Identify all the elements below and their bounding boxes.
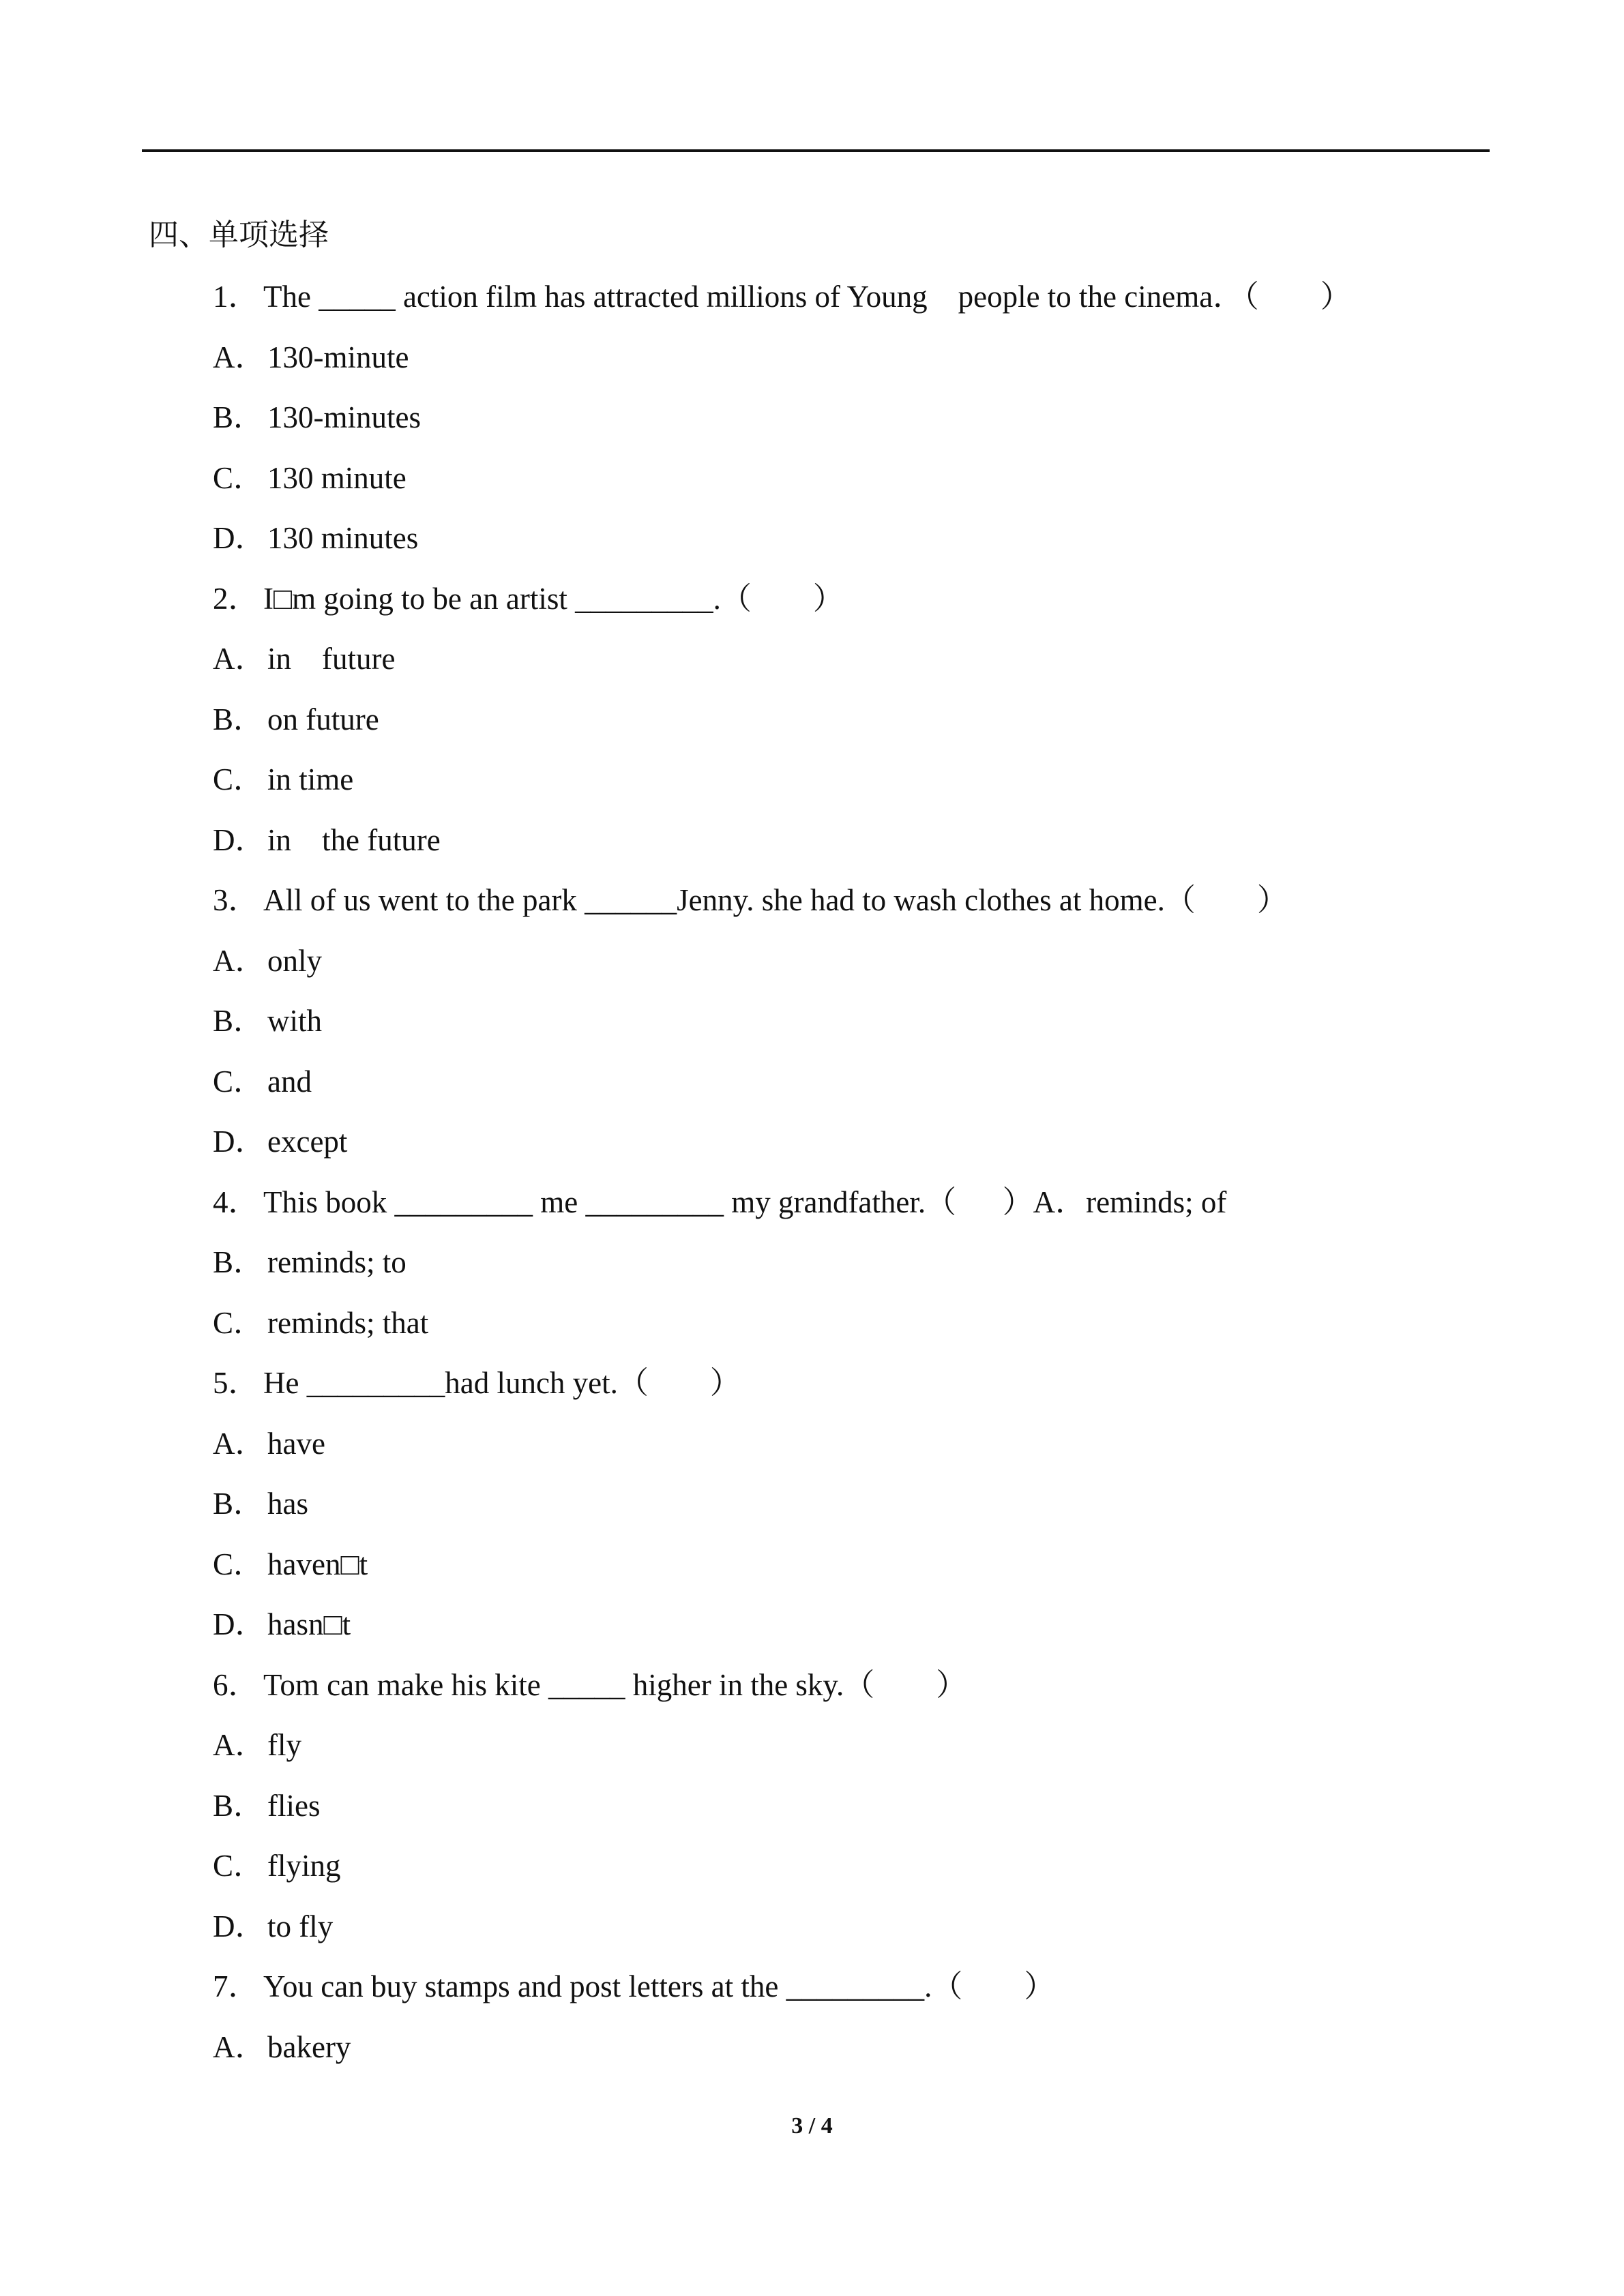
option-text: 130-minute <box>267 340 409 374</box>
option-line <box>213 1903 1481 1963</box>
question-number: 7． <box>213 1969 259 2003</box>
question-text: He _________had lunch yet.（ ） <box>263 1366 741 1400</box>
option-line <box>213 1238 1481 1299</box>
option-text: except <box>267 1124 348 1159</box>
option-line <box>213 1600 1481 1661</box>
option-letter: D． <box>213 1124 266 1159</box>
option-letter: B． <box>213 702 265 736</box>
question-line <box>213 1963 1481 2023</box>
question-text: All of us went to the park ______Jenny. she had to wash clothes at home.（ ） <box>263 883 1288 917</box>
option-letter: B． <box>213 1487 265 1521</box>
option-text: 130-minutes <box>267 400 421 434</box>
question-number: 3． <box>213 883 259 917</box>
option-text: in future <box>267 642 396 676</box>
question-text: This book _________ me _________ my grandfather.（ ）A．reminds; of <box>263 1184 1227 1219</box>
option-line <box>213 1721 1481 1782</box>
option-text: reminds; to <box>267 1245 407 1279</box>
option-line <box>213 1540 1481 1601</box>
option-letter: C． <box>213 1305 265 1340</box>
question-number: 4． <box>213 1184 259 1219</box>
option-text: hasn□t <box>267 1607 351 1641</box>
option-text: on future <box>267 702 379 736</box>
question-line <box>213 575 1481 636</box>
question-text: I□m going to be an artist _________.（ ） <box>263 581 844 616</box>
option-letter: C． <box>213 1547 265 1581</box>
option-text: has <box>267 1487 308 1521</box>
option-line <box>213 635 1481 696</box>
question-number: 5． <box>213 1366 259 1400</box>
option-letter: B． <box>213 400 265 434</box>
option-text: in time <box>267 762 354 796</box>
option-letter: A． <box>213 1426 266 1461</box>
option-text: 130 minutes <box>267 521 419 555</box>
option-line <box>213 1299 1481 1360</box>
option-line <box>213 1118 1481 1178</box>
question-line <box>213 1661 1481 1722</box>
option-text: fly <box>267 1728 301 1762</box>
option-letter: D． <box>213 1909 266 1943</box>
option-line <box>213 454 1481 515</box>
option-text: 130 minute <box>267 460 407 495</box>
option-text: only <box>267 943 323 978</box>
option-line <box>213 937 1481 998</box>
option-text: flies <box>267 1788 321 1823</box>
option-letter: B． <box>213 1245 265 1279</box>
option-letter: C． <box>213 762 265 796</box>
option-letter: C． <box>213 1064 265 1099</box>
option-line <box>213 1480 1481 1540</box>
question-text: The _____ action film has attracted millions of Young people to the cinema．（ ） <box>263 280 1351 314</box>
page-number: 3 / 4 <box>791 2113 833 2138</box>
option-line <box>213 816 1481 877</box>
question-number: 2． <box>213 581 259 616</box>
option-line <box>213 1058 1481 1118</box>
section-title: 四、单项选择 <box>149 218 329 252</box>
option-letter: C． <box>213 1849 265 1883</box>
option-letter: B． <box>213 1788 265 1823</box>
option-line <box>213 1842 1481 1903</box>
option-line <box>213 756 1481 816</box>
option-letter: A． <box>213 2029 266 2064</box>
question-line <box>213 1178 1481 1239</box>
option-line <box>213 2023 1481 2084</box>
option-letter: C． <box>213 460 265 495</box>
option-text: in the future <box>267 822 441 857</box>
option-line <box>213 514 1481 575</box>
option-letter: A． <box>213 340 266 374</box>
option-line <box>213 696 1481 756</box>
question-text: Tom can make his kite _____ higher in the sky.（ ） <box>263 1667 967 1702</box>
option-text: reminds; that <box>267 1305 429 1340</box>
option-text: with <box>267 1004 323 1038</box>
option-text: haven□t <box>267 1547 368 1581</box>
option-text: bakery <box>267 2029 351 2064</box>
question-line <box>213 876 1481 937</box>
question-line <box>213 1359 1481 1420</box>
question-number: 1． <box>213 280 259 314</box>
option-text: and <box>267 1064 312 1099</box>
question-line <box>213 273 1481 333</box>
option-line <box>213 333 1481 394</box>
option-letter: D． <box>213 822 266 857</box>
option-line <box>213 997 1481 1058</box>
option-letter: D． <box>213 521 266 555</box>
option-text: flying <box>267 1849 341 1883</box>
option-letter: A． <box>213 1728 266 1762</box>
option-text: to fly <box>267 1909 334 1943</box>
option-line <box>213 1782 1481 1843</box>
option-letter: A． <box>213 642 266 676</box>
option-letter: B． <box>213 1004 265 1038</box>
option-letter: A． <box>213 943 266 978</box>
option-line <box>213 393 1481 454</box>
question-list <box>213 273 1481 2083</box>
option-letter: D． <box>213 1607 266 1641</box>
question-text: You can buy stamps and post letters at the _________.（ ） <box>263 1969 1055 2003</box>
header-rule <box>142 149 1490 152</box>
option-text: have <box>267 1426 325 1461</box>
question-number: 6． <box>213 1667 259 1702</box>
option-line <box>213 1420 1481 1480</box>
